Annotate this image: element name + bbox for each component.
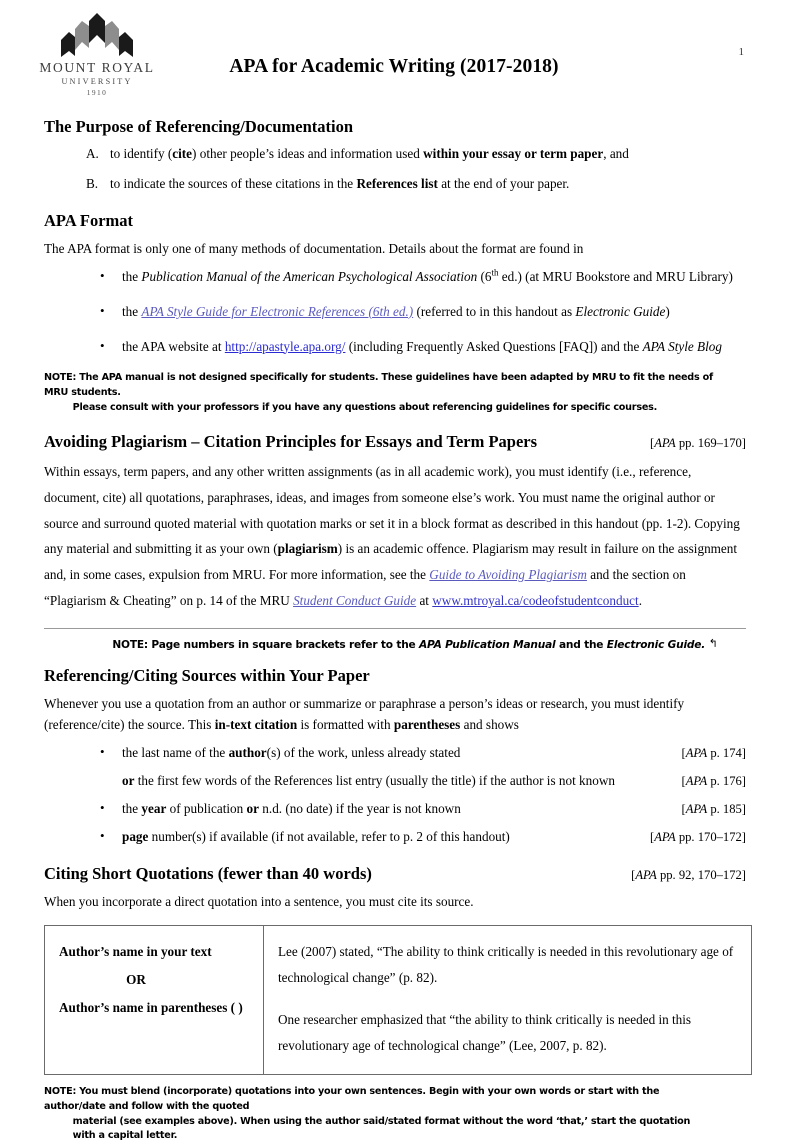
list-text-bold: cite — [172, 146, 193, 161]
list-text-pre: to indicate the sources of these citations in the — [110, 175, 357, 191]
bullet-text-mid: (including Frequently Asked Questions [FAQ]) and the — [345, 338, 643, 354]
list-marker: A. — [86, 146, 99, 161]
citation-rest: pp. 169–170] — [675, 436, 746, 451]
logo-subtitle: UNIVERSITY — [61, 76, 133, 86]
link-apa-style-guide-electronic[interactable]: APA Style Guide for Electronic References (6th ed.) — [141, 303, 414, 319]
label-or: OR — [126, 972, 146, 988]
bullet-text-pre: the APA website at — [122, 338, 225, 354]
apa-format-intro: The APA format is only one of many methods of documentation. Details about the format are found in — [44, 240, 584, 256]
label-author-in-parentheses: Author’s name in parentheses ( ) — [59, 999, 243, 1015]
citation-rest: pp. 92, 170–172] — [656, 867, 746, 882]
bullet-icon: • — [100, 337, 105, 353]
note-line-2: material (see examples above). When using the author said/stated format without the word ‘that,’ start the quotation with a capital letter. — [72, 1115, 691, 1142]
note-apa-manual — [44, 371, 714, 415]
short-quotations-intro: When you incorporate a direct quotation into a sentence, you must cite its source. — [44, 893, 474, 909]
horizontal-divider — [44, 628, 746, 629]
logo-name: MOUNT ROYAL — [39, 60, 155, 75]
citation-rest: p. 174] — [707, 746, 746, 761]
citation-reference: [APA p. 174] — [681, 746, 746, 761]
heading-citing-short-quotations: Citing Short Quotations (fewer than 40 words) — [44, 863, 372, 883]
bullet-text — [122, 799, 670, 819]
referencing-text-3: and shows — [460, 717, 519, 733]
list-text-bold: References list — [356, 175, 438, 191]
heading-apa-format: APA Format — [44, 210, 134, 230]
citation-rest: p. 185] — [707, 802, 746, 817]
note-page-numbers — [44, 638, 746, 651]
example-paragraph-1: Lee (2007) stated, “The ability to think critically is needed in this revolutionary age of technological change” (p. 82). — [278, 944, 734, 986]
citation-rest: pp. 170–172] — [675, 830, 746, 845]
section-apa-format-header — [44, 211, 746, 231]
bullet-text-mid: (referred to in this handout as — [413, 303, 576, 319]
note-line-2: Please consult with your professors if you have any questions about referencing guidelines for specific courses. — [72, 401, 658, 413]
referencing-text-1: Whenever you use a quotation from an author or summarize or paraphrase a person’s ideas or research, you must identify (reference/cite) the source. This — [44, 695, 685, 733]
heading-referencing-citing: Referencing/Citing Sources within Your Paper — [44, 665, 370, 685]
plagiarism-text-3: and the section on “Plagiarism & Cheating” on p. 14 of the MRU — [44, 567, 686, 608]
page-title: APA for Academic Writing (2017-2018) — [229, 56, 559, 77]
crown-leaf-icon — [58, 12, 136, 59]
note-mid: and the — [555, 638, 607, 651]
heading-purpose: The Purpose of Referencing/Documentation — [44, 117, 354, 136]
list-text-bold2: within your essay or term paper — [423, 146, 604, 161]
note-blend-quotations — [44, 1085, 714, 1144]
list-item-sub — [122, 771, 746, 791]
bullet-text-italic: Electronic Guide — [575, 303, 666, 319]
bullet-bold: year — [141, 801, 167, 817]
citation-italic: APA — [654, 436, 676, 451]
plagiarism-bold-plagiarism: plagiarism — [277, 541, 338, 557]
bullet-text-pre: the — [122, 268, 142, 284]
page-number: 1 — [738, 46, 744, 58]
bullet-pre: the last name of the — [122, 745, 229, 761]
referencing-text-2: is formatted with — [297, 717, 394, 733]
list-item — [100, 302, 746, 322]
mount-royal-university-logo — [36, 12, 158, 97]
list-text-mid: at the end of your paper. — [437, 175, 570, 191]
section-short-quotations-header — [44, 864, 746, 884]
purpose-list — [44, 144, 746, 194]
link-codeofstudentconduct[interactable]: www.mtroyal.ca/codeofstudentconduct — [432, 592, 639, 608]
list-item — [100, 337, 746, 357]
logo-year: 1910 — [86, 87, 108, 97]
citation-italic: APA — [685, 746, 708, 761]
citation-italic: APA — [685, 774, 708, 789]
citation-reference: [APA p. 185] — [681, 802, 746, 817]
superscript-th: th — [491, 267, 499, 278]
note-line-1: NOTE: The APA manual is not designed specifically for students. These guidelines have been adapted by MRU to fit the needs of MRU students. — [44, 372, 713, 398]
referencing-intro — [44, 693, 746, 736]
bullet-post: the first few words of the References list entry (usually the title) if the author is not known — [134, 773, 615, 789]
bullet-text — [122, 827, 638, 847]
link-apastyle-website[interactable]: http://apastyle.apa.org/ — [224, 338, 346, 354]
bullet-text — [122, 743, 670, 763]
list-item — [100, 799, 746, 819]
bullet-bold-or: or — [122, 773, 135, 789]
list-item — [86, 144, 746, 164]
citation-rest: p. 176] — [707, 774, 746, 789]
note-italic-apa-manual: APA Publication Manual — [419, 638, 556, 651]
bullet-text-post: ) — [665, 303, 670, 319]
citation-italic: APA — [685, 802, 708, 817]
example-paragraph-2: One researcher emphasized that “the ability to think critically is needed in this revolutionary age of technological change” (Lee, 2007, p. 82). — [278, 1011, 692, 1053]
document-body — [0, 117, 788, 1144]
bullet-post2: n.d. (no date) if the year is not known — [259, 801, 461, 817]
spacer — [44, 1075, 746, 1081]
plagiarism-text-2: ) is an academic offence. Plagiarism may result in failure on the assignment and, in some cases, expulsion from MRU. For more information, see the — [44, 541, 738, 583]
bullet-text-italic: Publication Manual of the American Psychological Association — [141, 268, 478, 284]
table-cell-labels — [45, 926, 264, 1075]
bullet-text-post: ed.) (at MRU Bookstore and MRU Library) — [498, 268, 733, 284]
list-text-pre: to identify ( — [110, 146, 173, 161]
section-referencing-header — [44, 666, 746, 686]
bullet-bold: author — [228, 745, 267, 761]
bullet-text — [122, 771, 670, 791]
bullet-bold-page: page — [122, 829, 149, 845]
list-text-post: , and — [603, 146, 629, 161]
note-line-1: NOTE: You must blend (incorporate) quotations into your own sentences. Begin with your own words or start with the author/date and follow with the quoted — [44, 1086, 660, 1112]
list-text-mid: ) other people’s ideas and information used — [192, 146, 424, 161]
referencing-bold-in-text-citation: in-text citation — [214, 717, 298, 733]
list-marker: B. — [86, 175, 99, 191]
bullet-bold-or: or — [246, 801, 259, 817]
note-italic-electronic-guide: Electronic Guide. — [606, 638, 706, 651]
citation-italic: APA — [635, 867, 657, 882]
bullet-text-sup-pre: (6 — [477, 268, 492, 284]
plagiarism-paragraph — [44, 459, 746, 613]
citation-reference: [APA pp. 169–170] — [650, 436, 746, 451]
plagiarism-text-1: Within essays, term papers, and any other written assignments (as in all academic work), you must identify (i.e., reference, document, cite) all quotations, paraphrases, ideas, and images from someone else’s work. You must name the original author or source and surround quoted material with quotation marks or set it in a block format as described in this handout (pp. 1-2). Copying any material and submitting it as your own ( — [44, 464, 740, 557]
bullet-icon: • — [100, 800, 105, 816]
bullet-icon: • — [100, 267, 105, 283]
referencing-bold-parentheses: parentheses — [393, 717, 461, 733]
plagiarism-text-5: . — [638, 592, 642, 608]
bullet-post: (s) of the work, unless already stated — [266, 745, 461, 761]
list-item — [100, 827, 746, 847]
label-author-in-text: Author’s name in your text — [59, 944, 212, 960]
heading-avoiding-plagiarism: Avoiding Plagiarism – Citation Principles for Essays and Term Papers — [44, 432, 538, 452]
bullet-post: of publication — [166, 801, 247, 817]
note-pre: NOTE: Page numbers in square brackets refer to the — [112, 638, 420, 651]
short-quotation-examples-table — [44, 925, 752, 1075]
bullet-pre: the — [122, 801, 142, 817]
section-purpose-header — [44, 117, 746, 137]
link-guide-avoiding-plagiarism[interactable]: Guide to Avoiding Plagiarism — [429, 567, 587, 583]
citation-reference: [APA pp. 170–172] — [650, 830, 746, 845]
page-header — [0, 0, 788, 100]
apa-format-bullets — [44, 267, 746, 356]
table-cell-examples — [264, 926, 752, 1075]
list-item — [86, 174, 746, 194]
citation-reference: [APA p. 176] — [681, 774, 746, 789]
plagiarism-text-4: at — [416, 592, 433, 608]
link-student-conduct-guide[interactable]: Student Conduct Guide — [293, 592, 417, 608]
section-plagiarism-header — [44, 432, 746, 452]
bullet-post: number(s) if available (if not available, refer to p. 2 of this handout) — [148, 829, 510, 845]
referencing-bullets — [44, 743, 746, 847]
bullet-icon: • — [100, 828, 105, 844]
bullet-icon: • — [100, 302, 105, 318]
citation-reference: [APA pp. 92, 170–172] — [631, 867, 746, 882]
hand-arrow-icon: ↰ — [708, 636, 718, 650]
bullet-text-italic: APA Style Blog — [642, 338, 722, 354]
list-item — [100, 267, 746, 287]
bullet-text-pre: the — [122, 303, 142, 319]
table-row — [45, 926, 752, 1075]
citation-italic: APA — [654, 830, 676, 845]
bullet-icon: • — [100, 744, 105, 760]
list-item — [100, 743, 746, 763]
